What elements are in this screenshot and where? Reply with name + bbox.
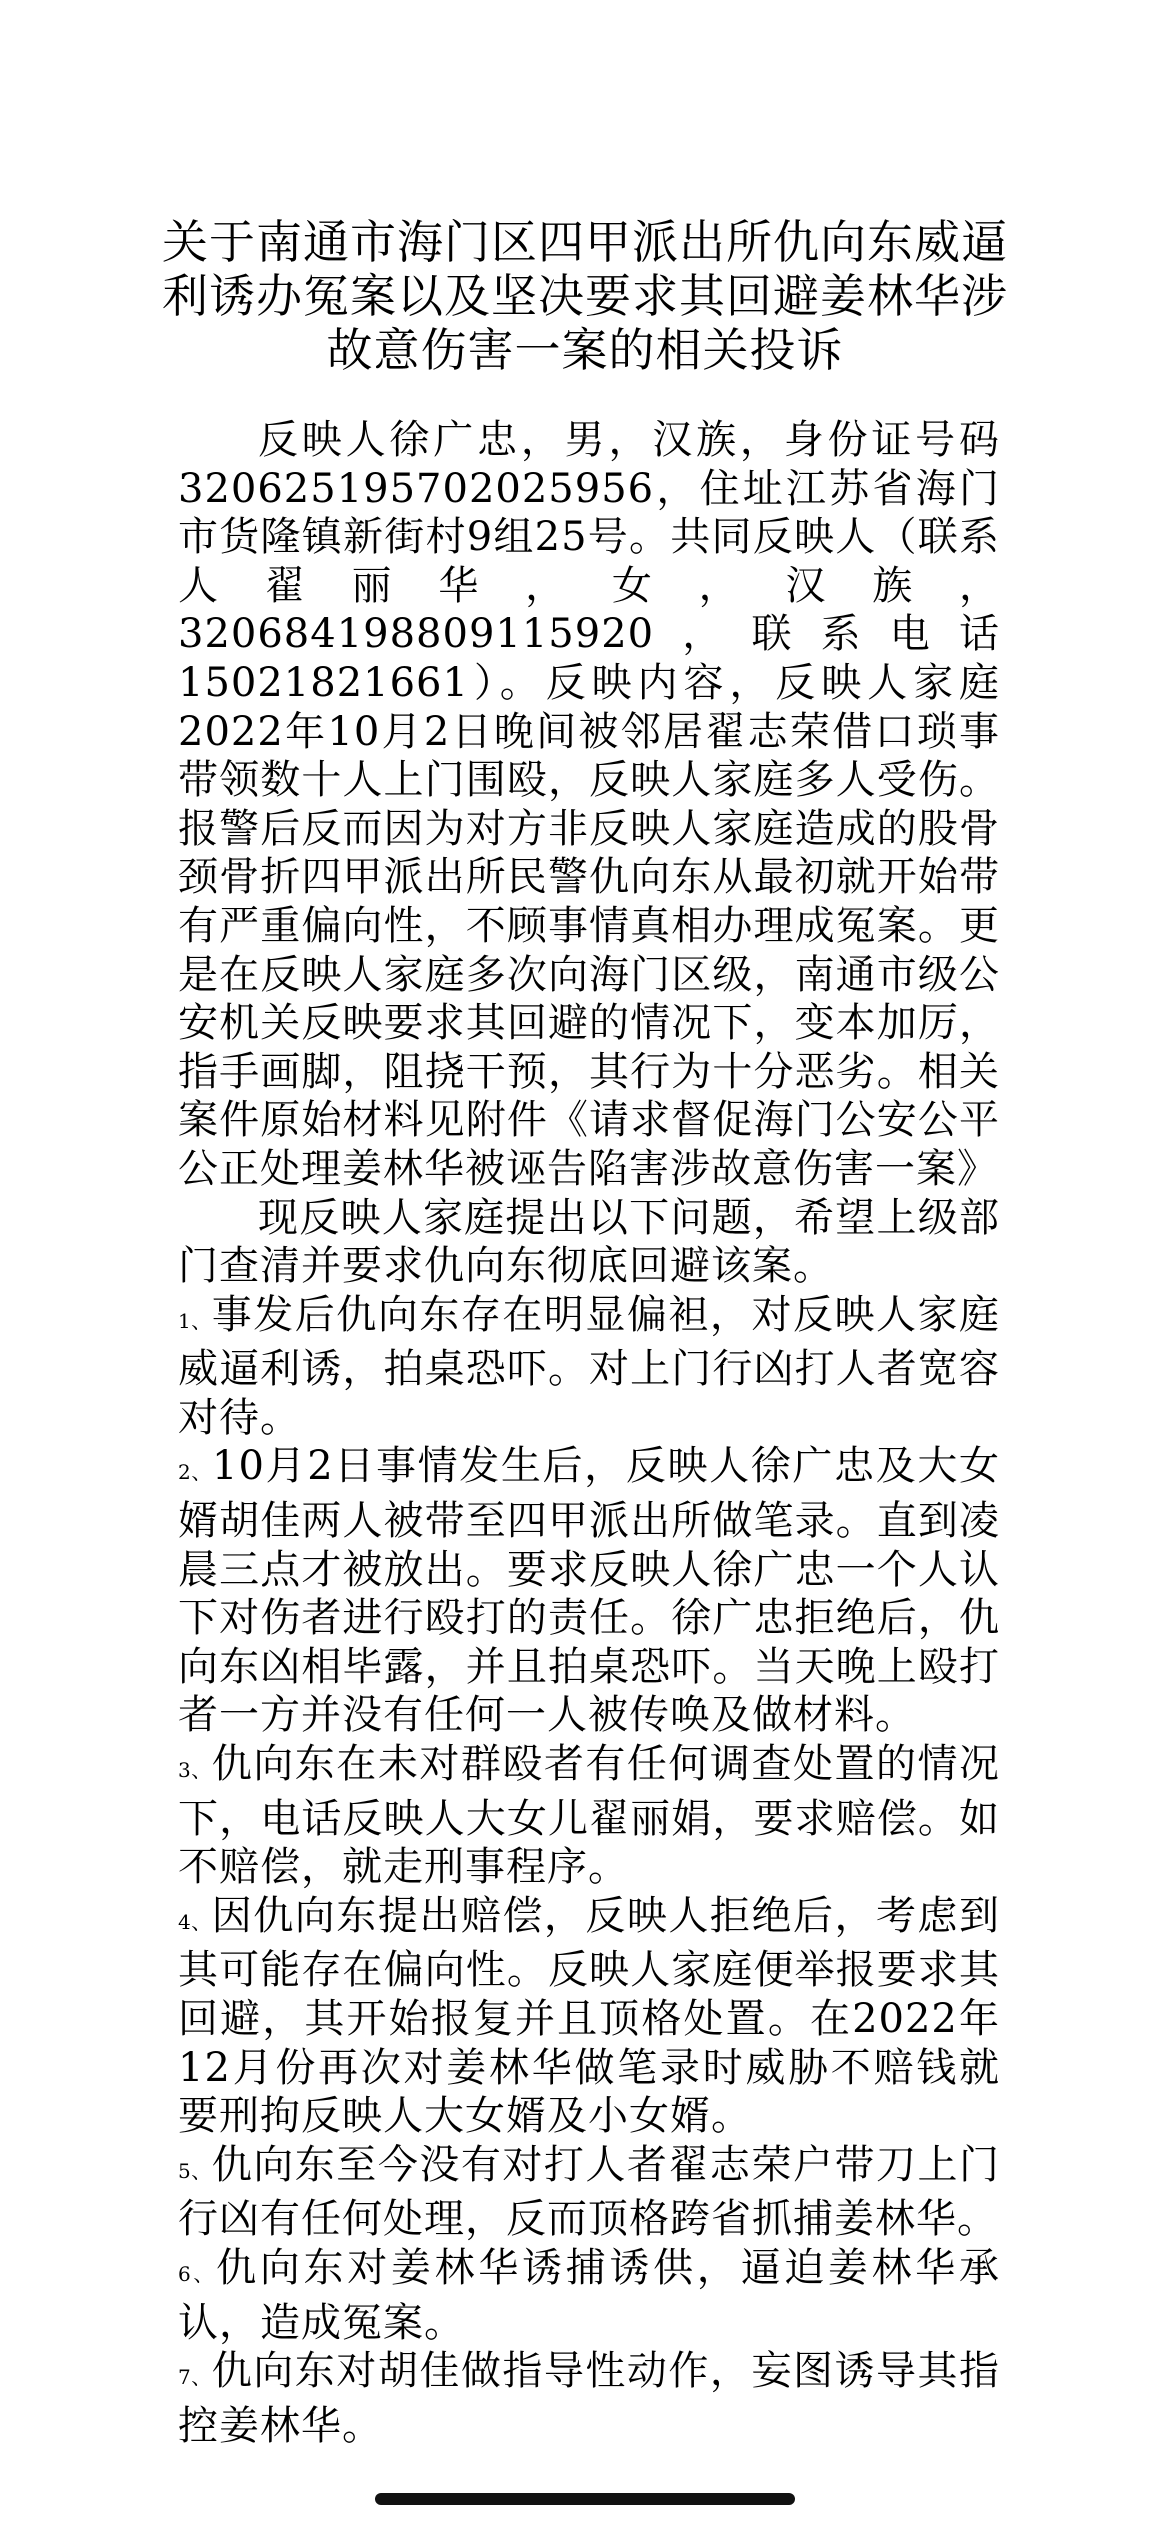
list-item xyxy=(178,2141,1000,2244)
list-item-text: 仇向东在未对群殴者有任何调查处置的情况下，电话反映人大女儿翟丽娟，要求赔偿。如不赔偿，就走刑事程序。 xyxy=(178,1741,1001,1891)
paragraph-issues-intro: 现反映人家庭提出以下问题，希望上级部门查清并要求仇向东彻底回避该案。 xyxy=(178,1194,1000,1290)
list-item xyxy=(178,1442,1000,1740)
document-body xyxy=(178,416,1000,2450)
list-item-text: 仇向东对胡佳做指导性动作，妄图诱导其指控姜林华。 xyxy=(178,2348,1001,2449)
list-item xyxy=(178,1740,1000,1892)
document-title: 关于南通市海门区四甲派出所仇向东威逼利诱办冤案以及坚决要求其回避姜林华涉故意伤害一案的相关投诉 xyxy=(162,215,1008,377)
list-item-text: 仇向东至今没有对打人者翟志荣户带刀上门行凶有任何处理，反而顶格跨省抓捕姜林华。 xyxy=(178,2141,1001,2243)
list-item-number: 6、 xyxy=(178,2261,217,2286)
list-item-text: 10月2日事情发生后，反映人徐广忠及大女婿胡佳两人被带至四甲派出所做笔录。直到凌晨三点才被放出。要求反映人徐广忠一个人认下对伤者进行殴打的责任。徐广忠拒绝后，仇向东凶相毕露，并且拍桌恐吓。当天晚上殴打者一方并没有任何一人被传唤及做材料。 xyxy=(178,1443,1000,1739)
list-item-text: 因仇向东提出赔偿，反映人拒绝后，考虑到其可能存在偏向性。反映人家庭便举报要求其回避，其开始报复并且顶格处置。在2022年12月份再次对姜林华做笔录时威胁不赔钱就要刑拘反映人大女婿及小女婿。 xyxy=(178,1892,1001,2140)
list-item xyxy=(178,2244,1000,2347)
list-item-number: 1、 xyxy=(178,1308,212,1333)
list-item xyxy=(178,2347,1000,2450)
list-item xyxy=(178,1892,1000,2141)
home-indicator-bar[interactable] xyxy=(375,2493,795,2505)
list-item-number: 4、 xyxy=(178,1909,212,1934)
list-item-number: 3、 xyxy=(178,1758,212,1783)
list-item-text: 事发后仇向东存在明显偏袒，对反映人家庭威逼利诱，拍桌恐吓。对上门行凶打人者宽容对待。 xyxy=(178,1291,1001,1441)
list-item-number: 5、 xyxy=(178,2158,212,2183)
list-item-number: 7、 xyxy=(178,2365,212,2390)
list-item-text: 仇向东对姜林华诱捕诱供，逼迫姜林华承认，造成冤案。 xyxy=(178,2244,1000,2346)
paragraph-complaint-details: 反映人徐广忠，男，汉族，身份证号码320625195702025956，住址江苏省海门市货隆镇新街村9组25号。共同反映人（联系人翟丽华，女，汉族，320684198809115920，联系电话15021821661）。反映内容，反映人家庭2022年10月2日晚间被邻居翟志荣借口琐事带领数十人上门围殴，反映人家庭多人受伤。报警后反而因为对方非反映人家庭造成的股骨颈骨折四甲派出所民警仇向东从最初就开始带有严重偏向性，不顾事情真相办理成冤案。更是在反映人家庭多次向海门区级，南通市级公安机关反映要求其回避的情况下，变本加厉，指手画脚，阻挠干预，其行为十分恶劣。相关案件原始材料见附件《请求督促海门公安公平公正处理姜林华被诬告陷害涉故意伤害一案》 xyxy=(178,417,1000,1192)
list-item-number: 2、 xyxy=(178,1460,213,1485)
list-item xyxy=(178,1291,1000,1443)
